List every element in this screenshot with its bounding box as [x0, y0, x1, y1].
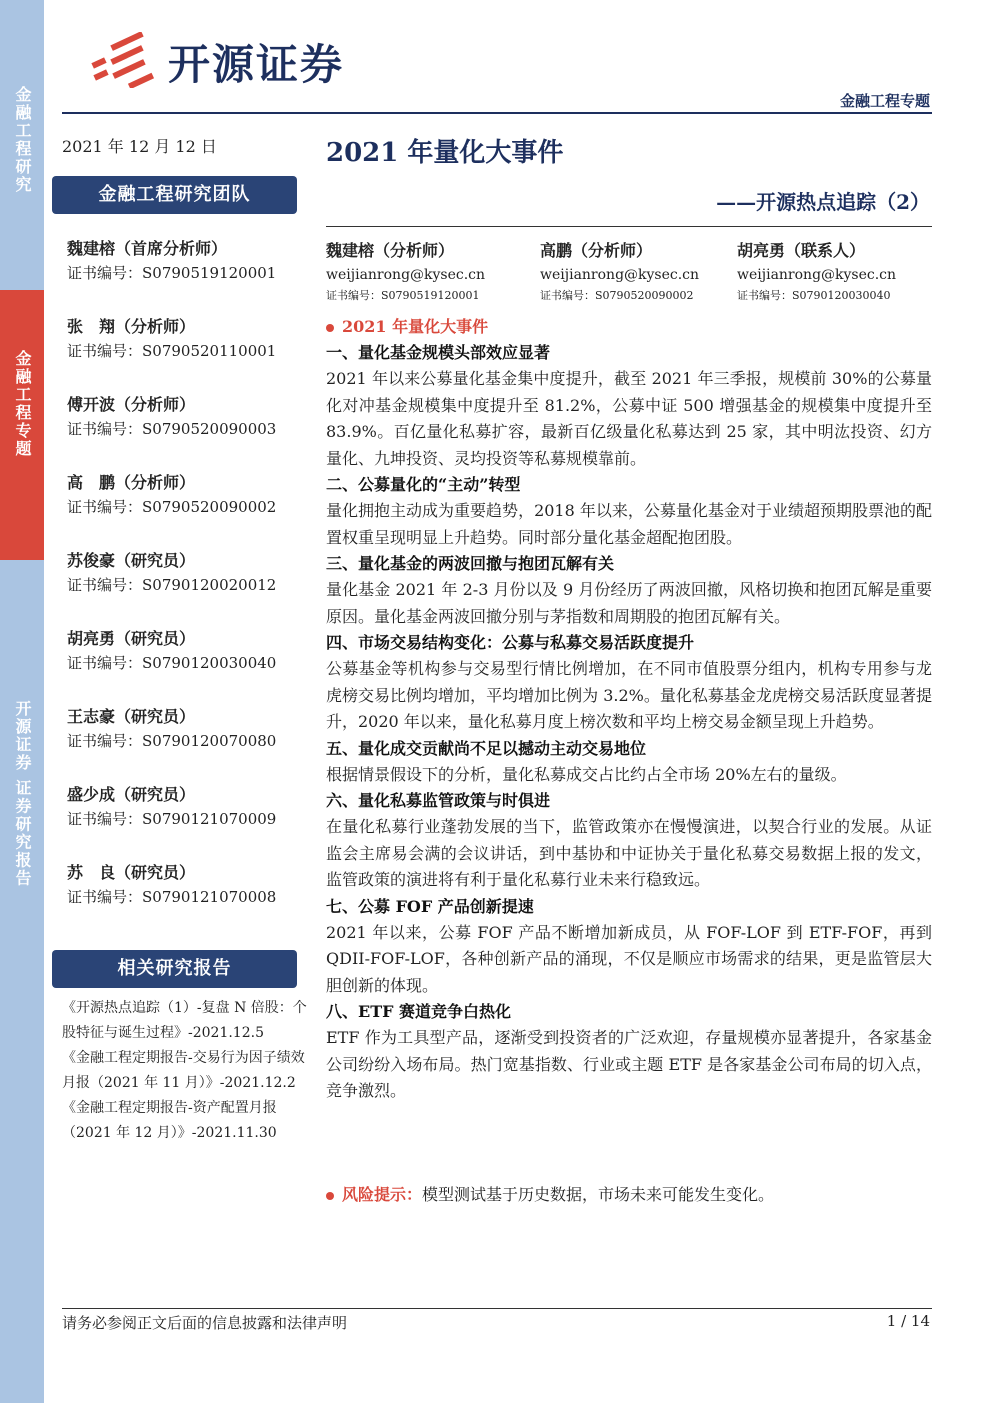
- logo-text: 开源证券: [168, 40, 345, 89]
- author-cert: 证书编号：S0790520090002: [540, 289, 694, 302]
- risk-warning: [326, 1182, 774, 1205]
- author-email[interactable]: weijianrong@kysec.cn: [737, 267, 897, 283]
- analyst-name: 盛少成（研究员）: [67, 785, 196, 804]
- footer-disclaimer: 请务必参阅正文后面的信息披露和法律声明: [62, 1314, 348, 1332]
- analyst-cert: 证书编号：S0790520110001: [67, 342, 277, 360]
- report-type-label: 金融工程专题: [839, 92, 930, 110]
- analyst-item: [67, 236, 307, 314]
- analyst-cert: 证书编号：S0790519120001: [67, 264, 277, 282]
- analyst-cert: 证书编号：S0790520090003: [67, 420, 277, 438]
- report-body: [326, 314, 932, 1105]
- bullet-dot-icon: [326, 1192, 334, 1200]
- section-paragraph: 2021 年以来，公募 FOF 产品不断增加新成员，从 FOF-LOF 到 ETF-FOF，再到 QDII-FOF-LOF，各种创新产品的涌现，不仅是顺应市场需求的结果，更是监管层大胆创新的体现。: [326, 922, 932, 995]
- author-cert: 证书编号：S0790519120001: [326, 289, 480, 302]
- author-name: 高鹏（分析师）: [540, 241, 653, 260]
- section-heading: 一、量化基金规模头部效应显著: [326, 343, 551, 362]
- analyst-cert: 证书编号：S0790120030040: [67, 654, 277, 672]
- side-strip: [0, 0, 44, 1403]
- section-heading: 三、量化基金的两波回撤与抱团瓦解有关: [326, 554, 615, 573]
- related-reports-title: 相关研究报告: [52, 950, 297, 988]
- analyst-item: [67, 782, 307, 860]
- analyst-name: 张 翔（分析师）: [67, 317, 196, 336]
- related-report-link[interactable]: 《金融工程定期报告-交易行为因子绩效月报（2021 年 11 月）》-2021.12.2: [62, 1050, 305, 1091]
- footer-divider: [62, 1308, 932, 1309]
- bullet-heading: 2021 年量化大事件: [326, 314, 932, 340]
- author-block: [540, 238, 699, 303]
- authors-divider: [326, 226, 932, 227]
- section-heading: 六、量化私募监管政策与时俱进: [326, 791, 551, 810]
- section-heading: 八、ETF 赛道竞争白热化: [326, 1002, 512, 1021]
- section-heading: 四、市场交易结构变化：公募与私募交易活跃度提升: [326, 633, 695, 652]
- analyst-item: [67, 392, 307, 470]
- analyst-item: [67, 548, 307, 626]
- analyst-item: [67, 626, 307, 704]
- section-paragraph: 量化基金 2021 年 2-3 月份以及 9 月份经历了两波回撤，风格切换和抱团瓦解是重要原因。量化基金两波回撤分别与茅指数和周期股的抱团瓦解有关。: [326, 580, 932, 626]
- author-email[interactable]: weijianrong@kysec.cn: [540, 267, 700, 283]
- section-heading: 五、量化成交贡献尚不足以撼动主动交易地位: [326, 738, 647, 758]
- author-block: [326, 238, 485, 303]
- report-date: 2021 年 12 月 12 日: [62, 137, 217, 156]
- logo-mark-icon: [88, 32, 160, 88]
- risk-label: 风险提示：: [342, 1185, 423, 1204]
- author-cert: 证书编号：S0790120030040: [737, 289, 891, 302]
- related-report-link[interactable]: 《开源热点追踪（1）-复盘 N 倍股：个股特征与诞生过程》-2021.12.5: [62, 1000, 307, 1041]
- analyst-cert: 证书编号：S0790121070009: [67, 810, 277, 828]
- analyst-name: 高 鹏（分析师）: [67, 473, 196, 492]
- report-title: 2021 年量化大事件: [326, 138, 564, 168]
- related-reports-list: [62, 996, 312, 1146]
- risk-text: 模型测试基于历史数据，市场未来可能发生变化。: [422, 1185, 775, 1204]
- analyst-item: [67, 704, 307, 782]
- bullet-dot-icon: [326, 324, 334, 332]
- team-panel-title: 金融工程研究团队: [52, 176, 297, 214]
- analyst-list: [67, 236, 307, 938]
- analyst-name: 王志豪（研究员）: [67, 707, 196, 726]
- section-paragraph: 在量化私募行业蓬勃发展的当下，监管政策亦在慢慢演进，以契合行业的发展。从证监会主席易会满的会议讲话，到中基协和中证协关于量化私募交易数据上报的发文，监管政策的演进将有利于量化私募行业未来行稳致远。: [326, 817, 932, 889]
- author-email[interactable]: weijianrong@kysec.cn: [326, 267, 486, 283]
- analyst-cert: 证书编号：S0790520090002: [67, 498, 277, 516]
- company-logo: [88, 28, 398, 90]
- section-paragraph: 公募基金等机构参与交易型行情比例增加，在不同市值股票分组内，机构专用参与龙虎榜交易比例均增加，平均增加比例为 3.2%。量化私募基金龙虎榜交易活跃度显著提升，2020 年以来，量化私募月度上榜次数和平均上榜交易金额呈现上升趋势。: [326, 659, 932, 731]
- analyst-item: [67, 860, 307, 938]
- section-paragraph: 量化拥抱主动成为重要趋势，2018 年以来，公募量化基金对于业绩超预期股票池的配置权重呈现明显上升趋势。同时部分量化基金超配抱团股。: [326, 501, 932, 547]
- author-name: 胡亮勇（联系人）: [737, 241, 866, 260]
- analyst-name: 胡亮勇（研究员）: [67, 629, 196, 648]
- sidebar-tag-topic: 金融工程专题: [0, 290, 44, 560]
- page-number: 1 / 14: [886, 1312, 930, 1330]
- header-divider: [62, 112, 932, 114]
- analyst-cert: 证书编号：S0790120070080: [67, 732, 277, 750]
- section-heading: 二、公募量化的“主动”转型: [326, 475, 521, 494]
- section-paragraph: ETF 作为工具型产品，逐渐受到投资者的广泛欢迎，存量规模亦显著提升，各家基金公司纷纷入场布局。热门宽基指数、行业或主题 ETF 是各家基金公司布局的切入点，竞争激烈。: [326, 1028, 932, 1100]
- analyst-name: 苏 良（研究员）: [67, 863, 196, 882]
- sidebar-tag-research: 金融工程研究: [13, 86, 32, 194]
- author-name: 魏建榕（分析师）: [326, 241, 455, 260]
- sidebar-tag-report: 开源证券 证券研究报告: [13, 700, 32, 888]
- section-paragraph: 根据情景假设下的分析，量化私募成交占比约占全市场 20%左右的量级。: [326, 764, 847, 784]
- related-report-link[interactable]: 《金融工程定期报告-资产配置月报（2021 年 12 月）》-2021.11.30: [62, 1100, 277, 1141]
- analyst-cert: 证书编号：S0790120020012: [67, 576, 277, 594]
- analyst-cert: 证书编号：S0790121070008: [67, 888, 277, 906]
- analyst-item: [67, 470, 307, 548]
- report-subtitle: ——开源热点追踪（2）: [716, 190, 930, 214]
- analyst-name: 魏建榕（首席分析师）: [67, 239, 228, 258]
- analyst-name: 苏俊豪（研究员）: [67, 551, 196, 570]
- section-paragraph: 2021 年以来公募量化基金集中度提升，截至 2021 年三季报，规模前 30%的公募量化对冲基金规模集中度提升至 81.2%，公募中证 500 增强基金的规模集中度提升至 83.9%。百亿量化私募扩容，最新百亿级量化私募达到 25 家，其中明汯投资、幻方量化、九坤投资、灵均投资等私募规模靠前。: [326, 369, 932, 468]
- analyst-name: 傅开波（分析师）: [67, 395, 196, 414]
- section-heading: 七、公募 FOF 产品创新提速: [326, 896, 534, 916]
- author-block: [737, 238, 896, 303]
- analyst-item: [67, 314, 307, 392]
